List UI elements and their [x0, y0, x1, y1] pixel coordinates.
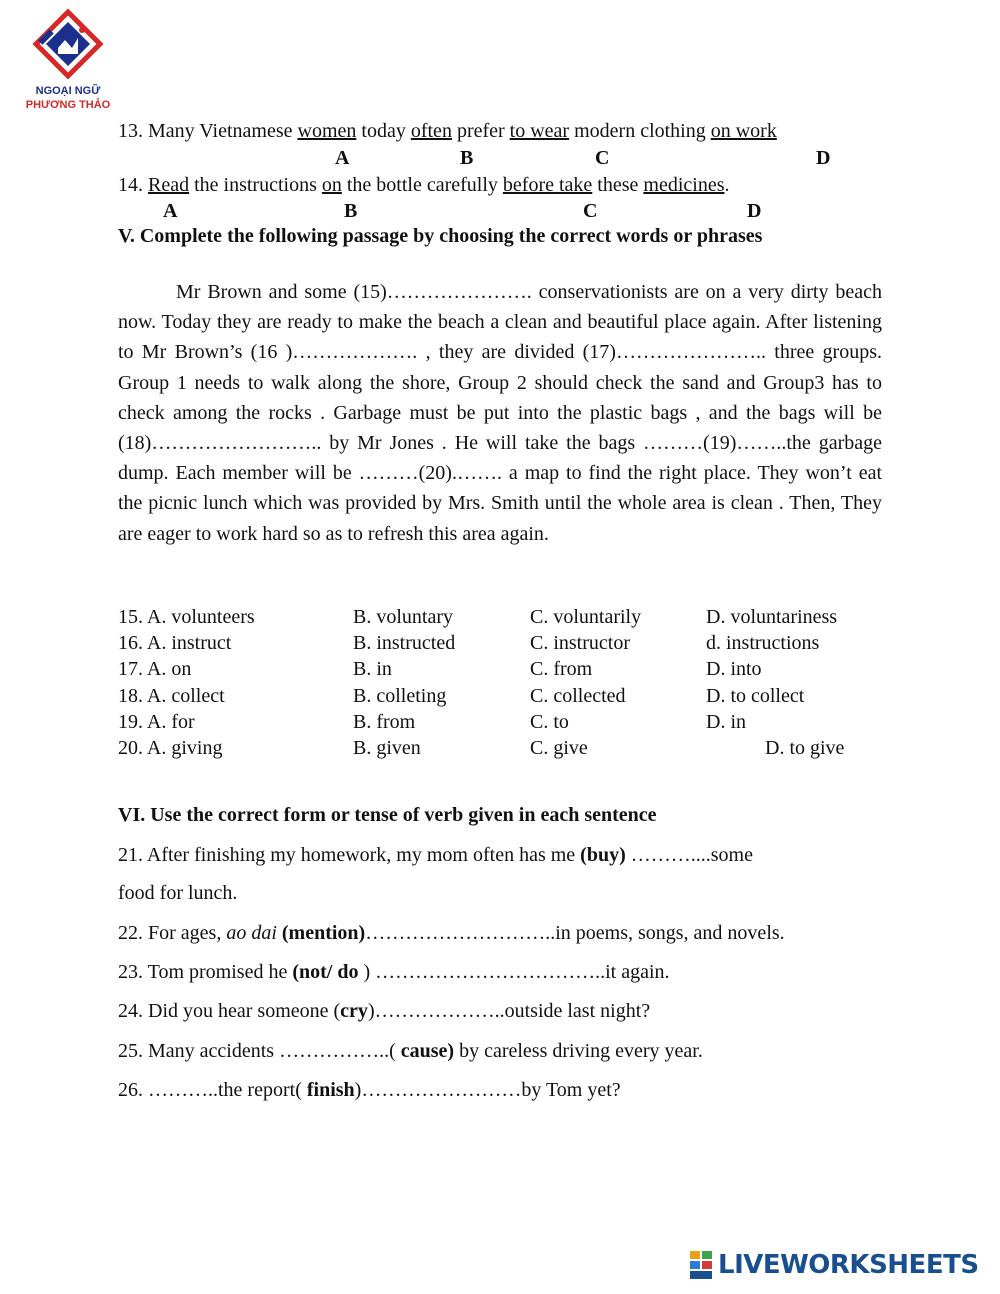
option-17-c: C. from	[530, 658, 593, 680]
question-21-continued: food for lunch.	[118, 882, 238, 904]
logo-line-1: NGOẠI NGỮ	[35, 85, 101, 97]
option-16-b: B. instructed	[353, 632, 456, 654]
section-vi-heading: VI. Use the correct form or tense of verb given in each sentence	[118, 804, 657, 826]
question-13: 13. Many Vietnamese women today often prefer to wear modern clothing on work	[118, 120, 777, 142]
publisher-logo	[18, 8, 118, 118]
question-25: 25. Many accidents ……………..( cause) by careless driving every year.	[118, 1040, 703, 1062]
option-16-c: C. instructor	[530, 632, 630, 654]
option-18-d: D. to collect	[706, 685, 805, 707]
choice-letter-d: D	[747, 200, 762, 222]
option-20-d: D. to give	[765, 737, 845, 759]
verb-prompt: finish	[306, 1079, 355, 1101]
choice-letter-a: A	[163, 200, 178, 222]
verb-prompt: (buy)	[580, 844, 626, 866]
option-16-a: 16. A. instruct	[118, 632, 232, 654]
liveworksheets-wordmark: LIVEWORKSHEETS	[718, 1250, 979, 1280]
question-26: 26. ………..the report( finish)……………………by Tom yet?	[118, 1079, 621, 1101]
option-15-a: 15. A. volunteers	[118, 606, 255, 628]
logo-line-2: PHƯƠNG THẢO	[25, 99, 111, 111]
verb-prompt: cry	[340, 1000, 368, 1022]
underlined-choice-c: before take	[502, 174, 593, 196]
option-18-a: 18. A. collect	[118, 685, 225, 707]
verb-prompt: (mention)	[281, 922, 366, 944]
question-14: 14. Read the instructions on the bottle carefully before take these medicines.	[118, 174, 730, 196]
option-20-a: 20. A. giving	[118, 737, 223, 759]
choice-letter-a: A	[335, 147, 350, 169]
choice-letter-d: D	[816, 147, 831, 169]
underlined-choice-d: medicines	[643, 174, 725, 196]
underlined-choice-a: women	[297, 120, 357, 142]
option-18-c: C. collected	[530, 685, 626, 707]
underlined-choice-a: Read	[148, 174, 190, 196]
choice-letter-b: B	[344, 200, 358, 222]
underlined-choice-d: on work	[710, 120, 777, 142]
question-23: 23. Tom promised he (not/ do ) ……………………………..it again.	[118, 961, 670, 983]
reading-passage: Mr Brown and some (15)…………………. conservationists are on a very dirty beach now. Today they are ready to make the beach a clean and beautiful place again. After listening to Mr Brown’s (16 )………………. , they are divided (17)………………….. three groups. Group 1 needs to walk along the shore, Group 2 should check the sand and Group3 has to check among the rocks . Garbage must be put into the plastic bags , and the bags will be (18)…………………….. by Mr Jones . He will take the bags ………(19)……..the garbage dump. Each member will be ………(20).……. a map to find the right place. They won’t eat the picnic lunch which was provided by Mrs. Smith until the whole area is clean . Then, They are eager to work hard so as to refresh this area again.	[118, 281, 882, 545]
choice-letter-c: C	[595, 147, 610, 169]
option-17-b: B. in	[353, 658, 392, 680]
section-v-heading: V. Complete the following passage by choosing the correct words or phrases	[118, 225, 763, 247]
verb-prompt: cause)	[400, 1040, 455, 1062]
option-17-d: D. into	[706, 658, 762, 680]
question-22: 22. For ages, ao dai (mention)………………………..in poems, songs, and novels.	[118, 922, 785, 944]
option-17-a: 17. A. on	[118, 658, 192, 680]
option-15-b: B. voluntary	[353, 606, 453, 628]
option-19-a: 19. A. for	[118, 711, 195, 733]
underlined-choice-b: on	[321, 174, 342, 196]
question-number: 13.	[118, 120, 143, 142]
option-19-b: B. from	[353, 711, 416, 733]
option-15-c: C. voluntarily	[530, 606, 642, 628]
option-20-b: B. given	[353, 737, 421, 759]
underlined-choice-c: to wear	[509, 120, 570, 142]
question-number: 14.	[118, 174, 143, 196]
option-19-d: D. in	[706, 711, 746, 733]
option-16-d: d. instructions	[706, 632, 820, 654]
option-20-c: C. give	[530, 737, 588, 759]
underlined-choice-b: often	[410, 120, 452, 142]
choice-letter-c: C	[583, 200, 598, 222]
liveworksheets-logo[interactable]	[690, 1250, 979, 1280]
liveworksheets-icon	[690, 1251, 714, 1279]
logo-emblem-icon	[18, 8, 118, 88]
option-19-c: C. to	[530, 711, 569, 733]
choice-letter-b: B	[460, 147, 474, 169]
question-21: 21. After finishing my homework, my mom often has me (buy) ………....some	[118, 844, 753, 866]
option-15-d: D. voluntariness	[706, 606, 838, 628]
verb-prompt: (not/ do	[292, 961, 359, 983]
question-24: 24. Did you hear someone (cry)………………..outside last night?	[118, 1000, 651, 1022]
option-18-b: B. colleting	[353, 685, 447, 707]
